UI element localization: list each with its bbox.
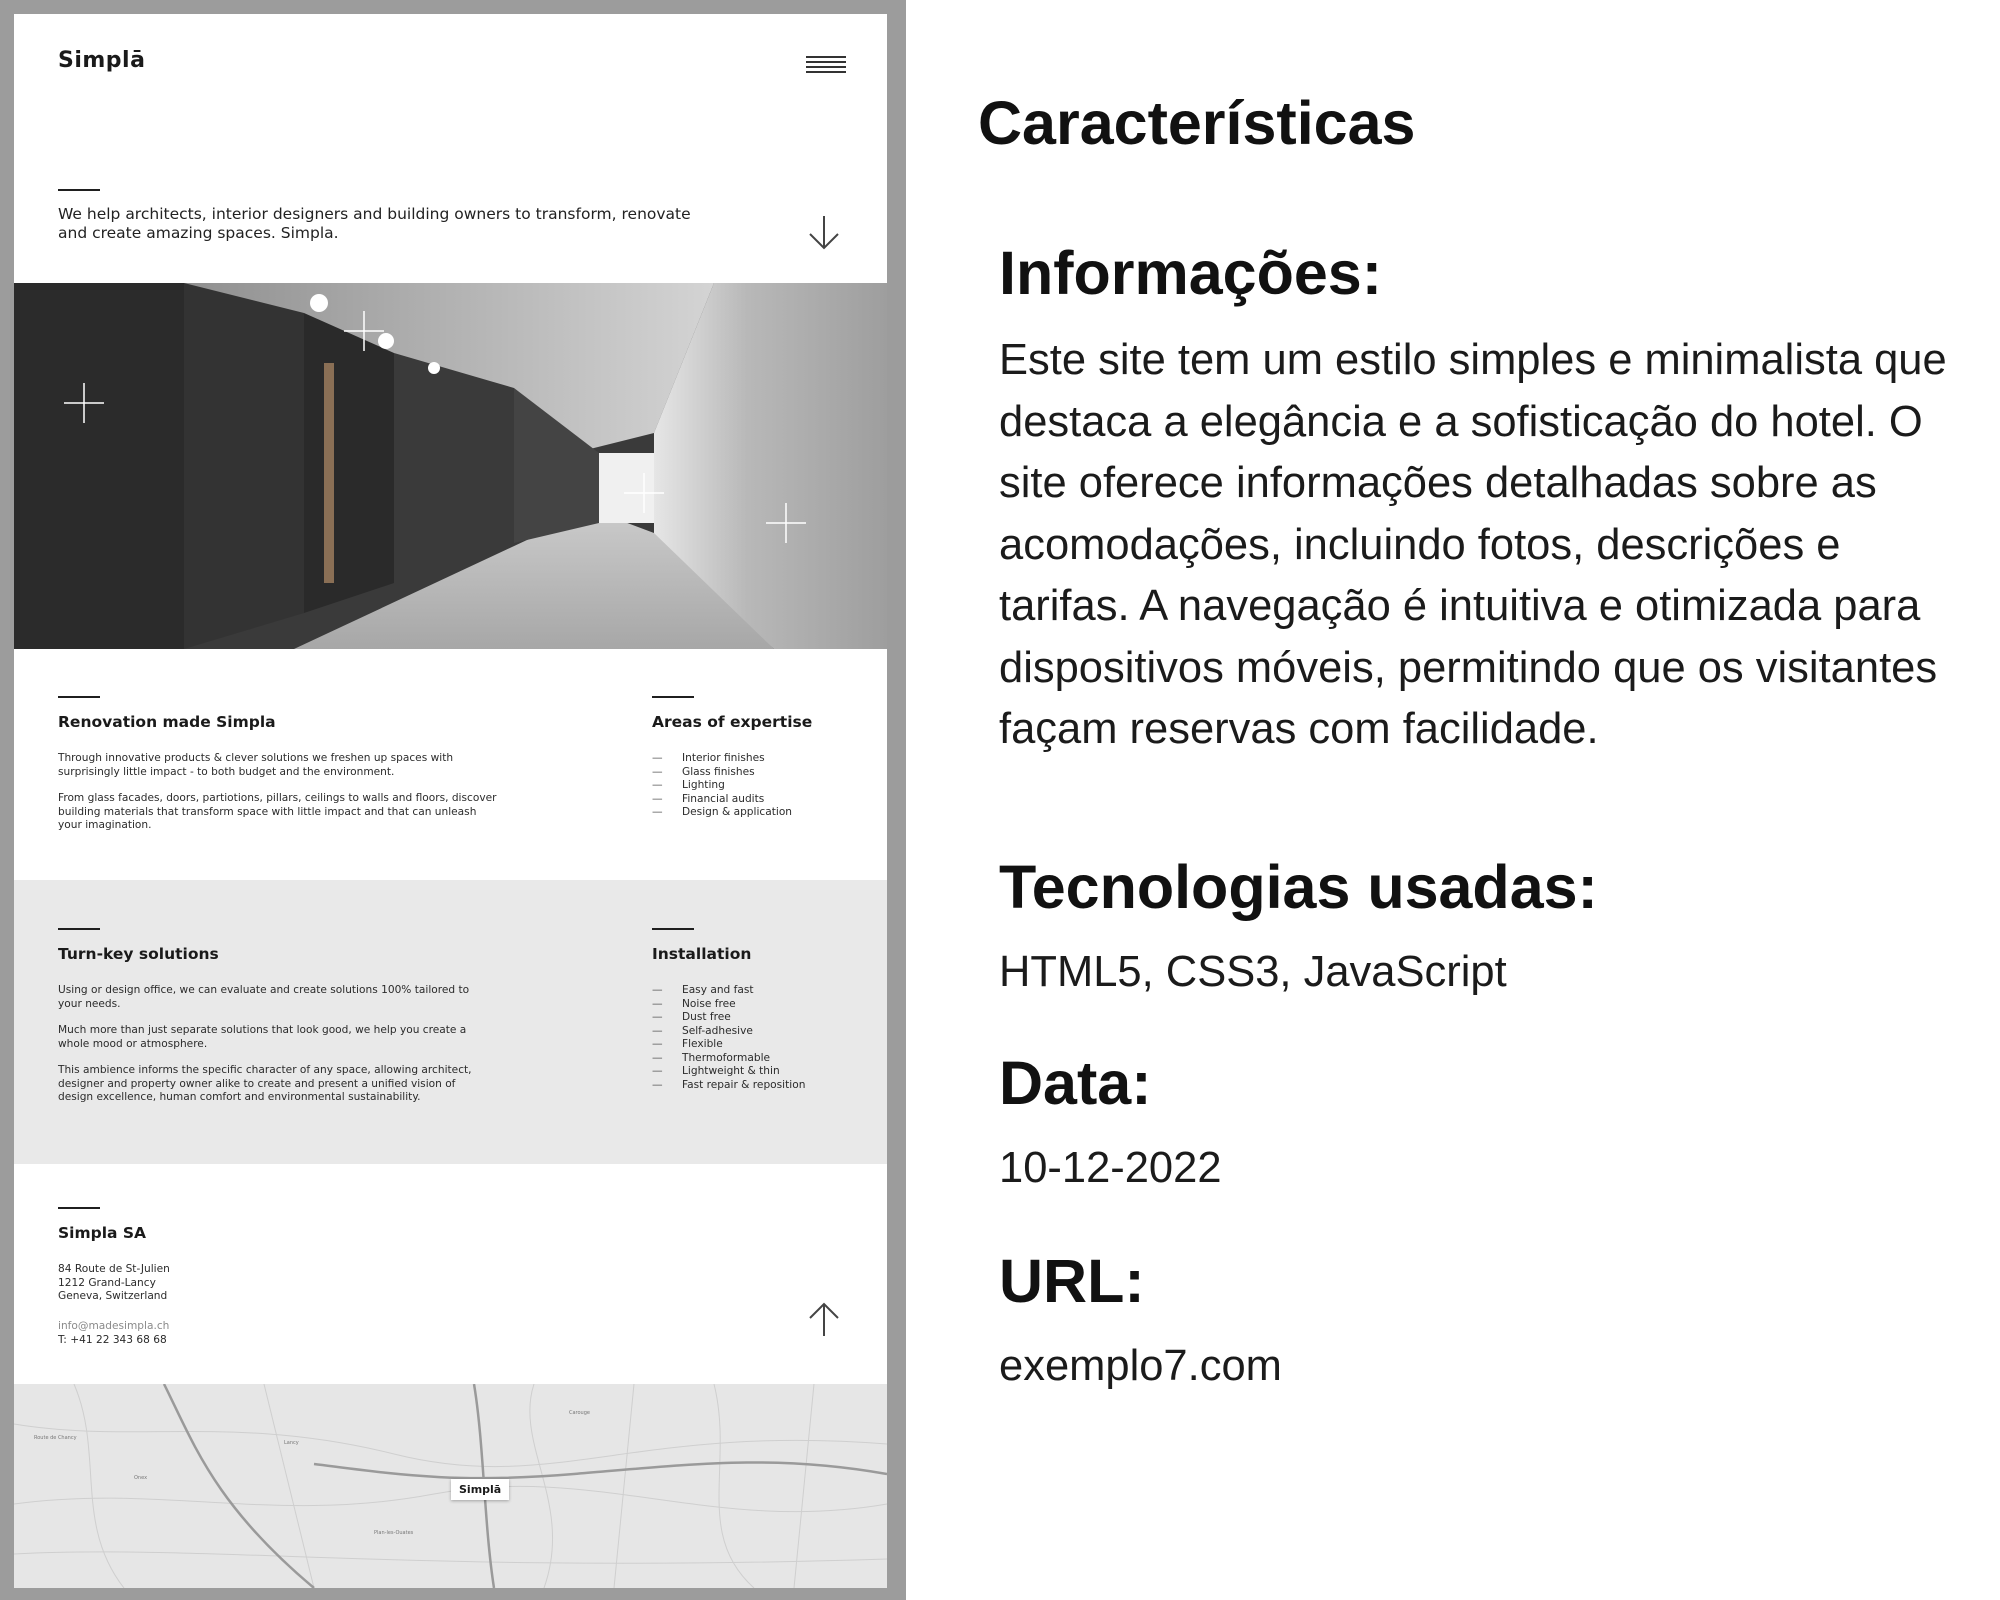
renovation-text — [58, 752, 498, 846]
url-text[interactable]: exemplo7.com — [999, 1342, 1282, 1390]
company-contact — [58, 1320, 169, 1347]
list-item: — Design & application — [652, 806, 792, 820]
renovation-title: Renovation made Simpla — [58, 713, 276, 731]
list-item: — Lighting — [652, 779, 792, 793]
list-item: — Glass finishes — [652, 766, 792, 780]
map-label: Plan-les-Ouates — [374, 1530, 414, 1536]
address-line: 1212 Grand-Lancy — [58, 1276, 156, 1289]
intro-text: We help architects, interior designers and building owners to transform, renovate and create amazing spaces. Simpla. — [58, 205, 691, 242]
turnkey-paragraph: Using or design office, we can evaluate and create solutions 100% tailored to your needs. — [58, 984, 470, 1010]
divider — [652, 928, 694, 930]
list-item: — Easy and fast — [652, 984, 805, 998]
installation-list — [652, 984, 805, 1092]
website-page — [14, 14, 887, 1588]
list-item: — Interior finishes — [652, 752, 792, 766]
map-label: Carouge — [569, 1410, 590, 1416]
divider — [652, 696, 694, 698]
divider — [58, 696, 100, 698]
hero-image — [14, 283, 887, 649]
map-label: Route de Chancy — [34, 1435, 77, 1441]
installation-title: Installation — [652, 945, 752, 963]
list-item: — Thermoformable — [652, 1052, 805, 1066]
list-item: — Noise free — [652, 998, 805, 1012]
list-item: — Flexible — [652, 1038, 805, 1052]
company-title: Simpla SA — [58, 1224, 147, 1242]
email-link[interactable]: info@madesimpla.ch — [58, 1320, 170, 1332]
list-item: — Dust free — [652, 1011, 805, 1025]
list-item: — Financial audits — [652, 793, 792, 807]
turnkey-paragraph: This ambience informs the specific character of any space, allowing architect, designer and property owner alike to create and present a unified vision of design excellence, human comfort and environmental sustainability. — [58, 1064, 472, 1103]
website-screenshot-frame — [0, 0, 906, 1600]
info-heading: Informações: — [999, 239, 1383, 307]
company-address — [58, 1263, 170, 1304]
phone-number: T: +41 22 343 68 68 — [58, 1333, 167, 1346]
address-line: 84 Route de St-Julien — [58, 1263, 170, 1275]
features-panel — [906, 0, 2000, 1600]
site-logo[interactable]: Simplā — [58, 48, 146, 73]
date-text: 10-12-2022 — [999, 1144, 1222, 1192]
divider — [58, 928, 100, 930]
info-text: Este site tem um estilo simples e minimalista que destaca a elegância e a sofisticação do hotel. O site oferece informações detalhadas sobre as acomodações, incluindo fotos, descrições e tarifas. A navegação é intuitiva e otimizada para dispositivos móveis, permitindo que os visitantes façam reservas com facilidade. — [999, 336, 1947, 753]
arrow-down-icon[interactable] — [804, 212, 844, 252]
tech-heading: Tecnologias usadas: — [999, 853, 1598, 921]
renovation-paragraph: From glass facades, doors, partiotions, pillars, ceilings to walls and floors, discover building materials that transform space with little impact and that can unleash your imagination. — [58, 792, 497, 831]
list-item: — Self-adhesive — [652, 1025, 805, 1039]
date-heading: Data: — [999, 1049, 1152, 1117]
arrow-up-icon[interactable] — [804, 1300, 844, 1340]
menu-icon[interactable] — [806, 56, 846, 72]
url-heading: URL: — [999, 1247, 1145, 1315]
divider — [58, 1207, 100, 1209]
panel-title: Características — [978, 89, 1416, 157]
renovation-paragraph: Through innovative products & clever solutions we freshen up spaces with surprisingly little impact - to both budget and the environment. — [58, 752, 454, 778]
turnkey-paragraph: Much more than just separate solutions that look good, we help you create a whole mood or atmosphere. — [58, 1024, 467, 1050]
turnkey-title: Turn-key solutions — [58, 945, 219, 963]
address-line: Geneva, Switzerland — [58, 1290, 168, 1302]
divider — [58, 189, 100, 191]
turnkey-text — [58, 984, 488, 1118]
list-item: — Fast repair & reposition — [652, 1079, 805, 1093]
map-location-marker[interactable]: Simplā — [451, 1479, 509, 1500]
map-label: Lancy — [284, 1440, 299, 1446]
expertise-list — [652, 752, 792, 820]
list-item: — Lightweight & thin — [652, 1065, 805, 1079]
location-map[interactable] — [14, 1384, 887, 1588]
expertise-title: Areas of expertise — [652, 713, 813, 731]
map-label: Onex — [134, 1475, 148, 1481]
tech-text: HTML5, CSS3, JavaScript — [999, 948, 1507, 996]
